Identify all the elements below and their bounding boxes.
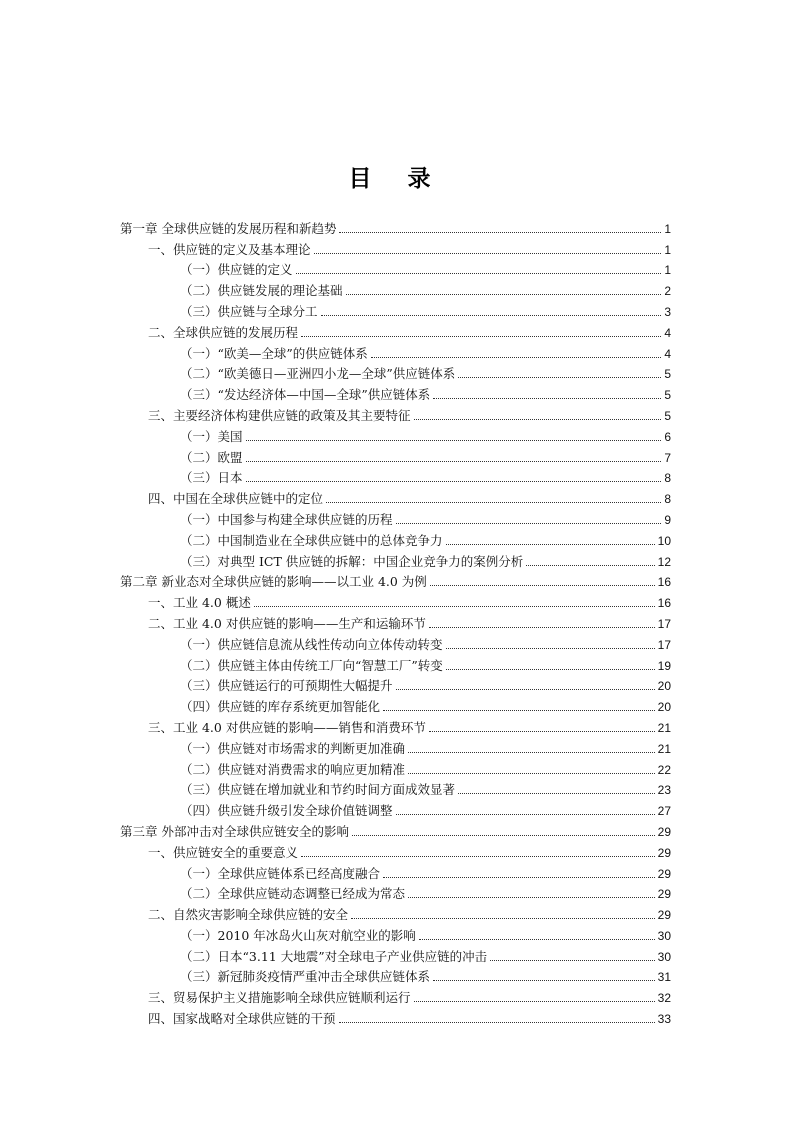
toc-entry[interactable]	[120, 965, 671, 986]
dot-leader	[326, 502, 661, 503]
toc-entry[interactable]	[120, 778, 671, 799]
toc-entry-page-number: 8	[664, 471, 671, 486]
toc-entry-title: 二、全球供应链的发展历程	[148, 324, 299, 340]
dot-leader	[246, 481, 662, 482]
toc-entry-page-number: 20	[657, 679, 671, 694]
toc-entry-page-number: 5	[664, 388, 671, 403]
toc-entry[interactable]	[120, 882, 671, 903]
toc-entry-title: （三）日本	[180, 470, 243, 486]
toc-entry-title: （四）供应链升级引发全球价值链调整	[180, 803, 393, 819]
toc-entry-page-number: 4	[664, 325, 671, 340]
toc-entry-page-number: 29	[657, 845, 671, 860]
toc-entry[interactable]	[120, 611, 671, 632]
toc-entry[interactable]	[120, 528, 671, 549]
toc-entry-page-number: 22	[657, 762, 671, 777]
toc-entry-title: 四、中国在全球供应链中的定位	[148, 491, 324, 507]
toc-entry-page-number: 32	[657, 991, 671, 1006]
toc-entry[interactable]	[120, 278, 671, 299]
dot-leader	[351, 918, 655, 919]
toc-entry[interactable]	[120, 632, 671, 653]
dot-leader	[339, 232, 661, 233]
toc-entry-page-number: 3	[664, 304, 671, 319]
toc-entry-page-number: 19	[657, 658, 671, 673]
toc-entry[interactable]	[120, 445, 671, 466]
toc-entry-page-number: 33	[657, 1012, 671, 1027]
toc-entry-page-number: 7	[664, 450, 671, 465]
toc-entry-title: （一）美国	[180, 428, 243, 444]
toc-entry-title: （三）新冠肺炎疫情严重冲击全球供应链体系	[180, 969, 431, 985]
toc-entry-page-number: 29	[657, 908, 671, 923]
dot-leader	[526, 565, 654, 566]
toc-entry[interactable]	[120, 549, 671, 570]
dot-leader	[429, 731, 655, 732]
toc-entry-page-number: 23	[657, 783, 671, 798]
toc-entry-page-number: 6	[664, 429, 671, 444]
dot-leader	[446, 544, 655, 545]
toc-entry-page-number: 8	[664, 492, 671, 507]
dot-leader	[408, 897, 655, 898]
toc-entry[interactable]	[120, 424, 671, 445]
toc-entry-page-number: 5	[664, 408, 671, 423]
toc-entry[interactable]	[120, 590, 671, 611]
dot-leader	[408, 752, 655, 753]
toc-entry-page-number: 16	[657, 596, 671, 611]
dot-leader	[396, 689, 655, 690]
toc-entry-title: （二）欧盟	[180, 449, 243, 465]
toc-entry[interactable]	[120, 237, 671, 258]
toc-entry[interactable]	[120, 403, 671, 424]
dot-leader	[446, 669, 655, 670]
dot-leader	[352, 835, 655, 836]
toc-entry[interactable]	[120, 902, 671, 923]
dot-leader	[296, 273, 662, 274]
toc-entry-title: （一）中国参与构建全球供应链的历程	[180, 511, 393, 527]
toc-entry-title: 三、贸易保护主义措施影响全球供应链顺利运行	[148, 990, 411, 1006]
dot-leader	[339, 1022, 655, 1023]
toc-entry-title: （二）“欧美德日—亚洲四小龙—全球”供应链体系	[180, 366, 456, 382]
toc-entry-title: （三）“发达经济体—中国—全球”供应链体系	[180, 387, 431, 403]
dot-leader	[429, 627, 655, 628]
toc-entry-title: （三）供应链在增加就业和节约时间方面成效显著	[180, 782, 456, 798]
dot-leader	[396, 523, 662, 524]
toc-entry-title: 第二章 新业态对全球供应链的影响——以工业 4.0 为例	[120, 574, 427, 590]
toc-entry-title: （一）供应链信息流从线性传动向立体传动转变	[180, 636, 443, 652]
toc-entry[interactable]	[120, 757, 671, 778]
toc-entry-page-number: 31	[657, 970, 671, 985]
toc-entry-title: 二、工业 4.0 对供应链的影响——生产和运输环节	[148, 615, 426, 631]
dot-leader	[301, 336, 661, 337]
toc-entry-page-number: 10	[657, 533, 671, 548]
toc-entry-title: 三、工业 4.0 对供应链的影响——销售和消费环节	[148, 719, 426, 735]
toc-entry-page-number: 16	[657, 575, 671, 590]
toc-entry[interactable]	[120, 694, 671, 715]
toc-entry-page-number: 30	[657, 949, 671, 964]
toc-entry-page-number: 1	[664, 242, 671, 257]
toc-entry-title: （二）中国制造业在全球供应链中的总体竞争力	[180, 532, 443, 548]
toc-entry-page-number: 21	[657, 741, 671, 756]
dot-leader	[414, 419, 662, 420]
toc-entry[interactable]	[120, 861, 671, 882]
toc-entry[interactable]	[120, 840, 671, 861]
toc-entry-title: 第一章 全球供应链的发展历程和新趋势	[120, 220, 337, 236]
toc-entry-page-number: 4	[664, 346, 671, 361]
toc-entry[interactable]	[120, 985, 671, 1006]
table-of-contents	[120, 216, 671, 1027]
dot-leader	[321, 315, 662, 316]
dot-leader	[301, 856, 655, 857]
toc-entry-title: 一、供应链的定义及基本理论	[148, 241, 311, 257]
toc-entry[interactable]	[120, 653, 671, 674]
toc-entry-title: 一、供应链安全的重要意义	[148, 844, 299, 860]
toc-entry[interactable]	[120, 299, 671, 320]
toc-entry-page-number: 17	[657, 637, 671, 652]
dot-leader	[430, 585, 655, 586]
toc-entry-title: （一）2010 年冰岛火山灰对航空业的影响	[180, 927, 416, 943]
toc-entry-page-number: 30	[657, 928, 671, 943]
dot-leader	[419, 939, 655, 940]
toc-entry-page-number: 21	[657, 720, 671, 735]
toc-entry-title: （一）“欧美—全球”的供应链体系	[180, 345, 368, 361]
toc-entry-title: （一）全球供应链体系已经高度融合	[180, 865, 381, 881]
dot-leader	[433, 398, 661, 399]
toc-entry-title: （二）供应链对消费需求的响应更加精准	[180, 761, 406, 777]
toc-entry-page-number: 29	[657, 887, 671, 902]
dot-leader	[408, 773, 655, 774]
toc-entry-page-number: 5	[664, 367, 671, 382]
dot-leader	[246, 461, 662, 462]
dot-leader	[433, 980, 655, 981]
toc-entry-page-number: 2	[664, 284, 671, 299]
dot-leader	[490, 960, 655, 961]
toc-entry-title: 三、主要经济体构建供应链的政策及其主要特征	[148, 407, 411, 423]
toc-entry[interactable]	[120, 674, 671, 695]
toc-title: 目 录	[348, 166, 445, 192]
toc-entry-title: （二）供应链主体由传统工厂向“智慧工厂”转变	[180, 657, 443, 673]
dot-leader	[414, 1001, 655, 1002]
dot-leader	[346, 294, 662, 295]
toc-entry[interactable]	[120, 466, 671, 487]
dot-leader	[314, 253, 662, 254]
toc-entry[interactable]	[120, 923, 671, 944]
dot-leader	[371, 357, 662, 358]
toc-entry-page-number: 1	[664, 221, 671, 236]
toc-entry-title: （三）对典型 ICT 供应链的拆解：中国企业竞争力的案例分析	[180, 553, 524, 569]
toc-entry-page-number: 29	[657, 866, 671, 881]
toc-entry[interactable]	[120, 216, 671, 237]
dot-leader	[383, 710, 655, 711]
dot-leader	[458, 377, 661, 378]
toc-entry[interactable]	[120, 507, 671, 528]
toc-entry[interactable]	[120, 715, 671, 736]
toc-entry-page-number: 1	[664, 263, 671, 278]
toc-entry-title: （三）供应链与全球分工	[180, 303, 318, 319]
toc-entry[interactable]	[120, 1006, 671, 1027]
dot-leader	[458, 793, 655, 794]
toc-entry-title: 四、国家战略对全球供应链的干预	[148, 1011, 336, 1027]
toc-entry[interactable]	[120, 320, 671, 341]
dot-leader	[446, 648, 655, 649]
toc-entry[interactable]	[120, 258, 671, 279]
dot-leader	[396, 814, 655, 815]
toc-entry-title: （一）供应链的定义	[180, 262, 293, 278]
toc-entry-title: （二）全球供应链动态调整已经成为常态	[180, 886, 406, 902]
toc-entry[interactable]	[120, 341, 671, 362]
toc-entry[interactable]	[120, 362, 671, 383]
toc-entry[interactable]	[120, 944, 671, 965]
toc-entry-title: （四）供应链的库存系统更加智能化	[180, 699, 381, 715]
toc-entry[interactable]	[120, 819, 671, 840]
toc-entry-title: （三）供应链运行的可预期性大幅提升	[180, 678, 393, 694]
toc-entry[interactable]	[120, 798, 671, 819]
dot-leader	[383, 877, 655, 878]
toc-entry-page-number: 27	[657, 804, 671, 819]
toc-entry[interactable]	[120, 570, 671, 591]
toc-entry-title: 第三章 外部冲击对全球供应链安全的影响	[120, 823, 349, 839]
toc-entry-title: （二）日本“3.11 大地震”对全球电子产业供应链的冲击	[180, 948, 488, 964]
toc-entry[interactable]	[120, 382, 671, 403]
toc-entry[interactable]	[120, 486, 671, 507]
toc-entry-title: 一、工业 4.0 概述	[148, 595, 251, 611]
toc-entry-title: （一）供应链对市场需求的判断更加准确	[180, 740, 406, 756]
toc-entry-title: （二）供应链发展的理论基础	[180, 283, 343, 299]
toc-entry[interactable]	[120, 736, 671, 757]
dot-leader	[246, 440, 662, 441]
toc-entry-page-number: 29	[657, 824, 671, 839]
toc-entry-page-number: 12	[657, 554, 671, 569]
toc-entry-page-number: 9	[664, 512, 671, 527]
toc-entry-page-number: 20	[657, 700, 671, 715]
toc-entry-page-number: 17	[657, 616, 671, 631]
dot-leader	[254, 606, 655, 607]
toc-entry-title: 二、自然灾害影响全球供应链的安全	[148, 907, 349, 923]
